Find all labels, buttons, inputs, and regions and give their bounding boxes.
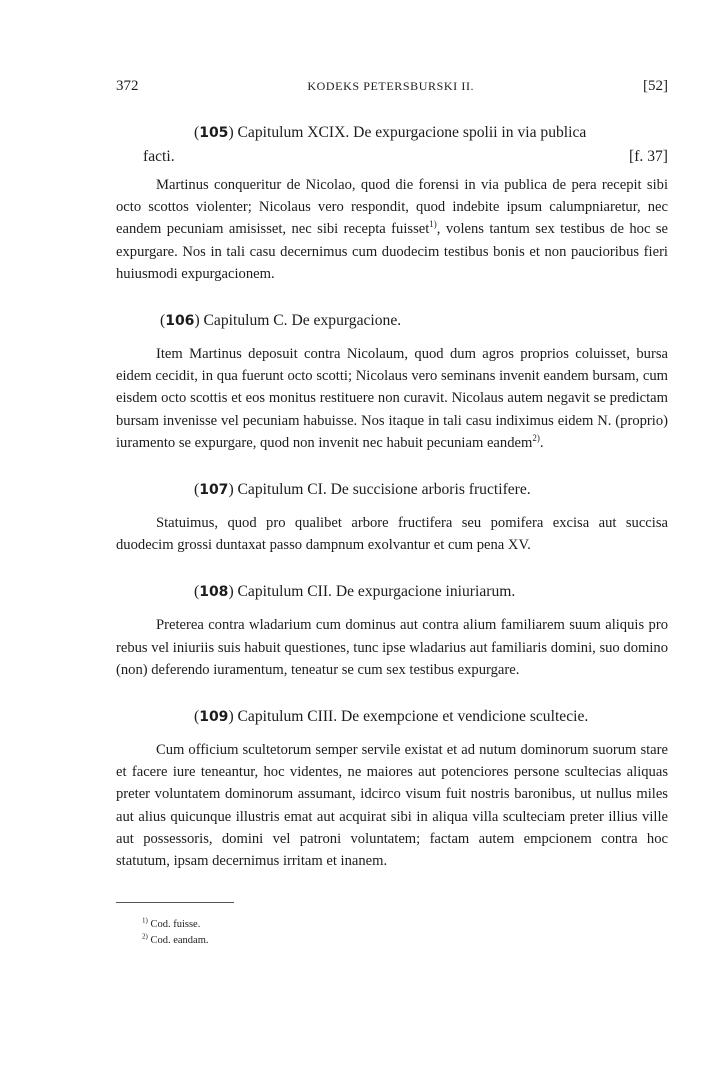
footnote-ref[interactable]: 2) bbox=[532, 432, 540, 443]
paragraph-tail: . bbox=[539, 434, 544, 451]
folio-marker: [52] bbox=[643, 78, 668, 94]
section-number: 107 bbox=[199, 482, 229, 499]
section-108 bbox=[116, 580, 668, 681]
section-107 bbox=[116, 478, 668, 556]
footnote-ref[interactable]: 1) bbox=[429, 219, 437, 230]
folio-reference: [f. 37] bbox=[629, 148, 668, 165]
footnote-mark: 2) bbox=[142, 932, 148, 941]
document-page bbox=[116, 78, 668, 949]
section-heading-text: Capitulum CIII. De exempcione et vendicione scultecie. bbox=[237, 708, 589, 726]
section-heading-text: Capitulum CII. De expurgacione iniuriarum. bbox=[237, 583, 516, 601]
section-number: 108 bbox=[199, 584, 229, 601]
section-paragraph bbox=[116, 512, 668, 556]
section-number: 106 bbox=[165, 313, 195, 330]
paragraph-text: Preterea contra wladarium cum dominus aut contra alium familiarem suum aliquis pro rebus vel iniuriis suis habuit questiones, tunc ipse wladarius aut familiaris domini, suo domino (non) deferendo iuramentum, teneatur se cum sex testibus expurgare. bbox=[116, 617, 668, 678]
section-paragraph bbox=[116, 174, 668, 285]
section-106 bbox=[116, 309, 668, 454]
section-heading-text: Capitulum C. De expurgacione. bbox=[203, 312, 402, 330]
section-105 bbox=[116, 121, 668, 285]
section-number: 109 bbox=[199, 709, 229, 726]
footnote-divider bbox=[116, 902, 234, 903]
section-109 bbox=[116, 705, 668, 872]
footnote bbox=[116, 933, 668, 949]
section-heading: (108) Capitulum CII. De expurgacione iniuriarum. bbox=[194, 583, 516, 601]
section-number: 105 bbox=[199, 125, 229, 141]
section-heading-text: Capitulum XCIX. De expurgacione spolii in via publica bbox=[237, 124, 587, 141]
footnote-text: Cod. fuisse. bbox=[150, 919, 201, 931]
paragraph-text: Cum officium scultetorum semper servile existat et ad nutum dominorum suorum stare et facere iure teneantur, hoc videntes, ne maiores aut potenciores persone scultecias aliquas preter voluntatem dominorum assumant, idcirco visum fuit nostris baronibus, ut nullus miles aut alius quicunque illustris emat aut acquirat sibi in aliqua villa sculteciam preter illius ville aut possessoris, domini vel patroni voluntatem; factam autem empcionem contra hoc statutum, ipsam decernimus irritam et inanem. bbox=[116, 742, 668, 870]
heading-continuation-text: facti. bbox=[143, 148, 175, 165]
section-heading: (105) Capitulum XCIX. De expurgacione spolii in via publica bbox=[194, 124, 587, 141]
section-heading: (106) Capitulum C. De expurgacione. bbox=[160, 312, 402, 330]
running-title: KODEKS PETERSBURSKI II. bbox=[307, 79, 475, 93]
section-heading: (109) Capitulum CIII. De exempcione et vendicione scultecie. bbox=[194, 708, 589, 726]
paragraph-text: Statuimus, quod pro qualibet arbore fructifera seu pomifera excisa aut succisa duodecim grossi duntaxat passo dampnum exolvantur et cum pena XV. bbox=[116, 515, 668, 554]
paragraph-tail: , volens tantum sex testibus de hoc se expurgare. Nos in tali casu decernimus cum duodecim testibus bonis et non paucioribus fieri huiusmodi expurgacionem. bbox=[116, 221, 669, 282]
footnote bbox=[116, 917, 668, 933]
footnote-mark: 1) bbox=[142, 916, 148, 925]
page-header bbox=[116, 78, 668, 95]
paragraph-text: Item Martinus deposuit contra Nicolaum, quod dum agros proprios coluisset, bursa eidem cecidit, in qua fuerunt octo scotti; Nicolaus vero seminans invenit eandem bursam, cum eisdem octo scottis et eos monitus restituere non curavit. Nicolaus autem negavit se predictam bursam invenisse vel pecuniam habuisse. Nos itaque in tali casu indiximus eidem N. (proprio) iuramento se expurgare, quod non invenit nec habuit pecuniam eandem bbox=[116, 346, 668, 451]
section-heading: (107) Capitulum CI. De succisione arboris fructifere. bbox=[194, 481, 531, 499]
section-paragraph bbox=[116, 343, 668, 454]
footnote-text: Cod. eandam. bbox=[150, 935, 209, 947]
section-paragraph bbox=[116, 614, 668, 681]
paragraph-text: Martinus conqueritur de Nicolao, quod die forensi in via publica de pera recepit sibi octo scottos violenter; Nicolaus vero respondit, quod indebite ipsum calumpniaretur, nec eandem pecuniam amisisset, nec sibi recepta fuisset bbox=[116, 177, 668, 238]
section-heading-continuation bbox=[116, 145, 668, 168]
section-heading-text: Capitulum CI. De succisione arboris fructifere. bbox=[237, 481, 531, 499]
section-paragraph bbox=[116, 739, 668, 872]
page-number: 372 bbox=[116, 78, 139, 94]
